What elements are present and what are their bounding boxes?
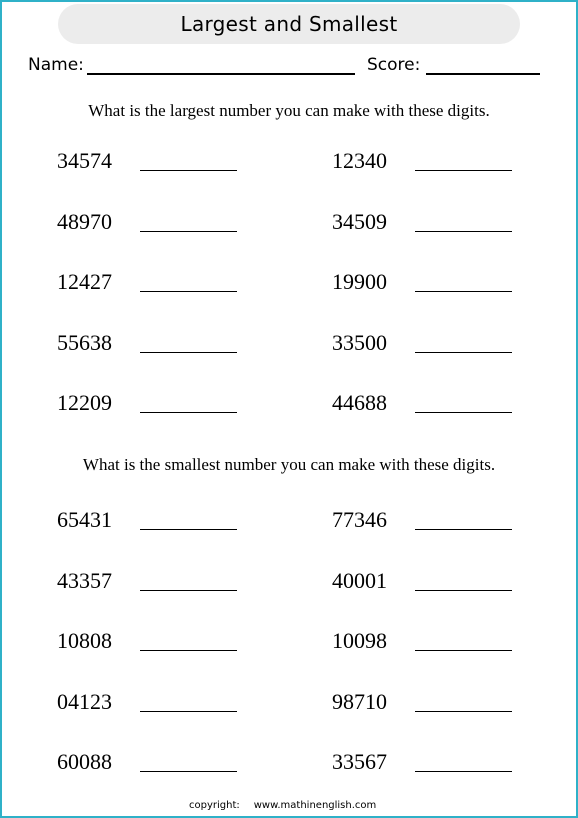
digit-problem: 19900 [332, 269, 387, 294]
digit-problem: 40001 [332, 567, 387, 593]
score-label: Score: [367, 55, 421, 75]
answer-blank-line [415, 291, 512, 292]
answer-blank-line [140, 352, 237, 353]
answer-blank-line [415, 352, 512, 353]
copyright-label: copyright: [189, 800, 240, 811]
digit-problem: 65431 [57, 507, 112, 532]
name-score-row [28, 53, 548, 79]
answer-blank-line [415, 231, 512, 232]
answer-blank-line [140, 170, 237, 171]
answer-blank-line [140, 231, 237, 232]
digit-problem: 34509 [332, 208, 387, 234]
digit-problem: 48970 [57, 208, 112, 234]
answer-blank-line [415, 412, 512, 413]
digit-problem: 04123 [57, 688, 112, 714]
digit-problem: 44688 [332, 390, 387, 415]
answer-blank-line [140, 412, 237, 413]
digit-problem: 77346 [332, 507, 387, 532]
answer-blank-line [140, 291, 237, 292]
worksheet-title-banner [58, 4, 520, 44]
digit-problem: 12427 [57, 269, 112, 294]
name-answer-line [87, 73, 355, 75]
digit-problem: 33500 [332, 329, 387, 355]
digit-problem: 55638 [57, 329, 112, 355]
digit-problem: 98710 [332, 688, 387, 714]
instruction-text: What is the largest number you can make with these digits. [88, 101, 490, 120]
answer-blank-line [140, 650, 237, 651]
answer-blank-line [415, 590, 512, 591]
answer-blank-line [140, 711, 237, 712]
digit-problem: 12209 [57, 390, 112, 415]
answer-blank-line [140, 590, 237, 591]
answer-blank-line [140, 771, 237, 772]
answer-blank-line [140, 529, 237, 530]
worksheet-title: Largest and Smallest [180, 12, 398, 36]
answer-blank-line [415, 650, 512, 651]
digit-problem: 10098 [332, 628, 387, 653]
digit-problem: 33567 [332, 749, 387, 774]
answer-blank-line [415, 529, 512, 530]
answer-blank-line [415, 771, 512, 772]
footer [189, 800, 376, 811]
score-answer-line [426, 73, 540, 75]
digit-problem: 10808 [57, 628, 112, 653]
digit-problem: 60088 [57, 749, 112, 774]
answer-blank-line [415, 711, 512, 712]
digit-problem: 34574 [57, 148, 112, 173]
answer-blank-line [415, 170, 512, 171]
digit-problem: 43357 [57, 567, 112, 593]
website-url: www.mathinenglish.com [253, 800, 377, 811]
digit-problem: 12340 [332, 148, 387, 173]
name-label: Name: [28, 55, 84, 75]
instruction-text: What is the smallest number you can make with these digits. [82, 455, 496, 474]
